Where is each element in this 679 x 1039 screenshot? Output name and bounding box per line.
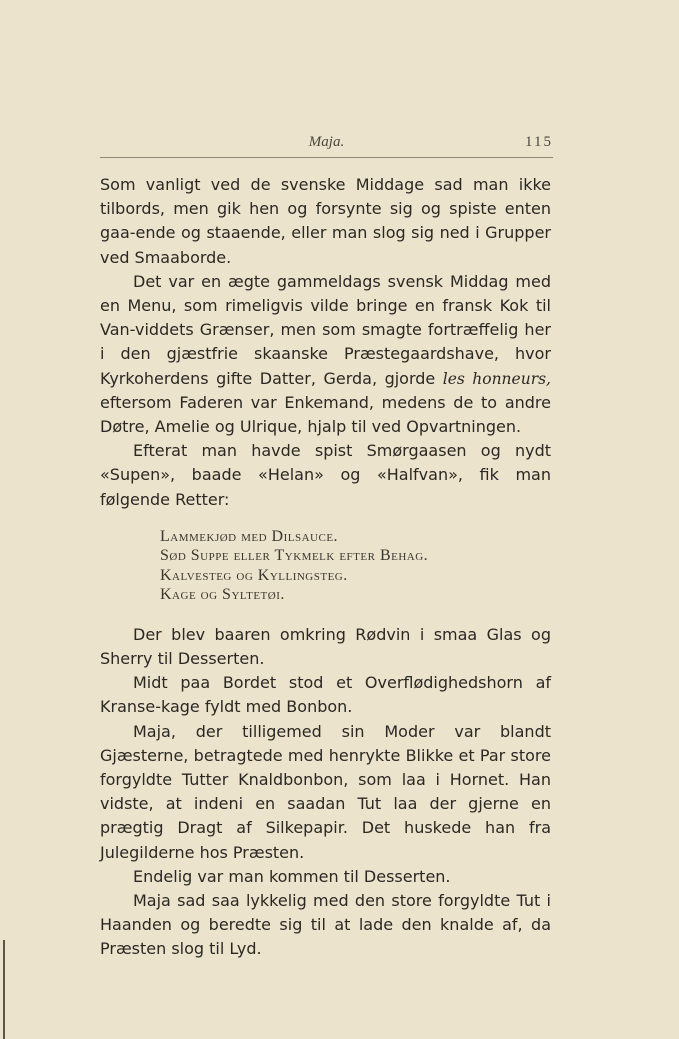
paragraph: Der blev baaren omkring Rødvin i smaa Glas og Sherry til Desserten. — [100, 624, 551, 669]
page-edge-shadow — [3, 940, 5, 1039]
paragraph-text: eftersom Faderen var Enkemand, medens de to andre Døtre, Amelie og Ulrique, hjalp til ved Opvartningen. — [100, 392, 551, 437]
italic-phrase: les honneurs, — [442, 369, 551, 388]
paragraph: Midt paa Bordet stod et Overflødighedshorn af Kranse-kage fyldt med Bonbon. — [100, 673, 551, 717]
menu-item: Sød Suppe eller Tykmelk efter Behag. — [160, 547, 429, 565]
page-number: 115 — [525, 134, 553, 150]
paragraph-text: Det var en ægte gammeldags svensk Middag med en Menu, som rimeligvis vilde bringe en fransk Kok til Van-viddets Grænser, men som smagte fortræffelig her i den gjæstfrie skaanske Præstegaardshave, hvor Kyrkoherdens gifte Datter, Gerda, gjorde — [100, 271, 551, 388]
body-text — [100, 173, 551, 962]
paragraph: Maja, der tilligemed sin Moder var blandt Gjæsterne, betragtede med henrykte Blikke et Par store forgyldte Tutter Knaldbonbon, som laa i Hornet. Han vidste, at indeni en saadan Tut laa der gjerne en prægtig Dragt af Silkepapir. Det huskede han fra Julegilderne hos Præsten. — [100, 721, 551, 862]
running-head — [100, 131, 553, 158]
menu-list — [160, 527, 551, 605]
paragraph: Maja sad saa lykkelig med den store forgyldte Tut i Haanden og beredte sig til at lade den knalde af, da Præsten slog til Lyd. — [100, 891, 551, 959]
menu-item: Kalvesteg og Kyllingsteg. — [160, 566, 348, 584]
menu-item: Kage og Syltetøi. — [160, 586, 285, 604]
running-title: Maja. — [308, 134, 345, 150]
paragraph: Som vanligt ved de svenske Middage sad man ikke tilbords, men gik hen og forsynte sig og spiste enten gaa-ende og staaende, eller man slog sig ned i Grupper ved Smaaborde. — [100, 175, 551, 267]
paragraph — [100, 270, 551, 439]
paragraph: Efterat man havde spist Smørgaasen og nydt «Supen», baade «Helan» og «Halfvan», fik man følgende Retter: — [100, 441, 551, 509]
paragraph: Endelig var man kommen til Desserten. — [133, 866, 451, 886]
menu-item: Lammekjød med Dilsauce. — [160, 527, 339, 545]
